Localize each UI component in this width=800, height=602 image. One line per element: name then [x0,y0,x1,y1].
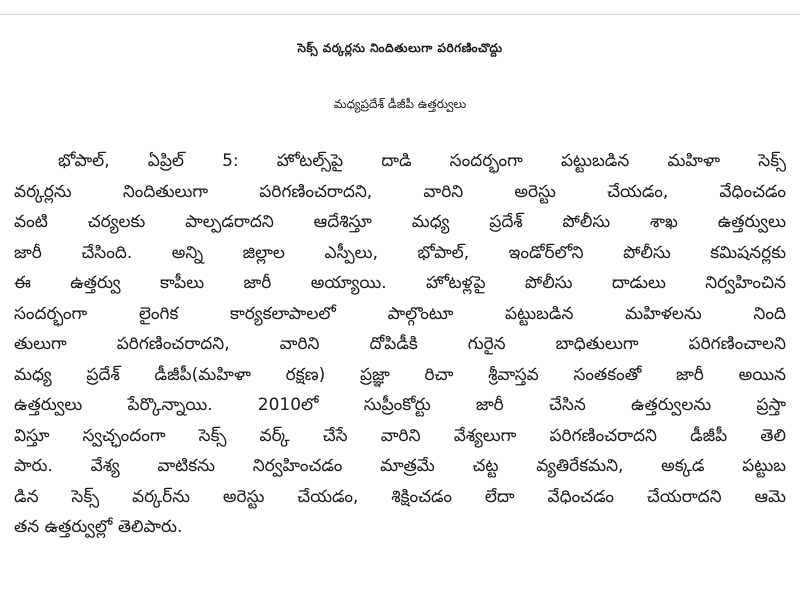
article-body-line: పారు. వేశ్య వాటికను నిర్వహించడం మాత్రమే చట్ట వ్యతిరేకమని, అక్కడ పట్టుబ [14,456,786,476]
article-body-line: తులుగా పరిగణించరాదని, వారిని దోపిడీకి గురైన బాధితులుగా పరిగణించాలని [14,334,786,354]
article-subheadline: మధ్యప్రదేశ్ డీజీపీ ఉత్తర్వులు [333,97,467,111]
article-body-line: సందర్భంగా లైంగిక కార్యకలాపాలలో పాల్గొంటూ పట్టుబడిన మహిళలను నింది [14,303,786,324]
article-body-line: విస్తూ స్వచ్ఛందంగా సెక్స్ వర్క్ చేసే వారిని వేశ్యలుగా పరిగణించరాదని డీజీపీ తెలి [14,425,786,446]
article-body-line: మధ్య ప్రదేశ్ డీజీపీ(మహిళా రక్షణ) ప్రజ్ఞా రిచా శ్రీవాస్తవ సంతకంతో జారీ అయిన [14,364,786,385]
clipped-previous-headline [0,0,800,15]
article-headline: సెక్స్ వర్కర్లను నిందితులుగా పరిగణించొద్దు [297,41,503,55]
article-body-line: తన ఉత్తర్వుల్లో తెలిపారు. [14,517,183,537]
article-body-line: ఈ ఉత్తర్వు కాపీలు జారీ అయ్యాయి. హోటళ్లపై పోలీసు దాడులు నిర్వహించిన [14,273,786,293]
article-body [14,146,786,543]
article-body-line: భోపాల్, ఏప్రిల్ 5: హోటల్స్‌పై దాడి సందర్భంగా పట్టుబడిన మహిళా సెక్స్ [58,151,786,171]
article-body-line: వర్కర్లను నిందితులుగా పరిగణించరాదని, వారిని అరెస్టు చేయడం, వేధించడం [14,181,786,202]
article-body-line: జారీ చేసింది. అన్ని జిల్లాల ఎస్పీలు, భోపాల్, ఇండోర్‌లోని పోలీసు కమిషనర్లకు [14,242,786,263]
article-body-line: వంటి చర్యలకు పాల్పడరాదని ఆదేశిస్తూ మధ్య ప్రదేశ్ పోలీసు శాఖ ఉత్తర్వులు [14,212,786,232]
article-body-line: ఉత్తర్వులు పేర్కొన్నాయి. 2010లో సుప్రీంకోర్టు జారీ చేసిన ఉత్తర్వులను ప్రస్తా [14,395,786,415]
article-body-line: డిన సెక్స్ వర్కర్‌ను అరెస్టు చేయడం, శిక్షించడం లేదా వేధించడం చేయరాదని ఆమె [14,486,786,507]
